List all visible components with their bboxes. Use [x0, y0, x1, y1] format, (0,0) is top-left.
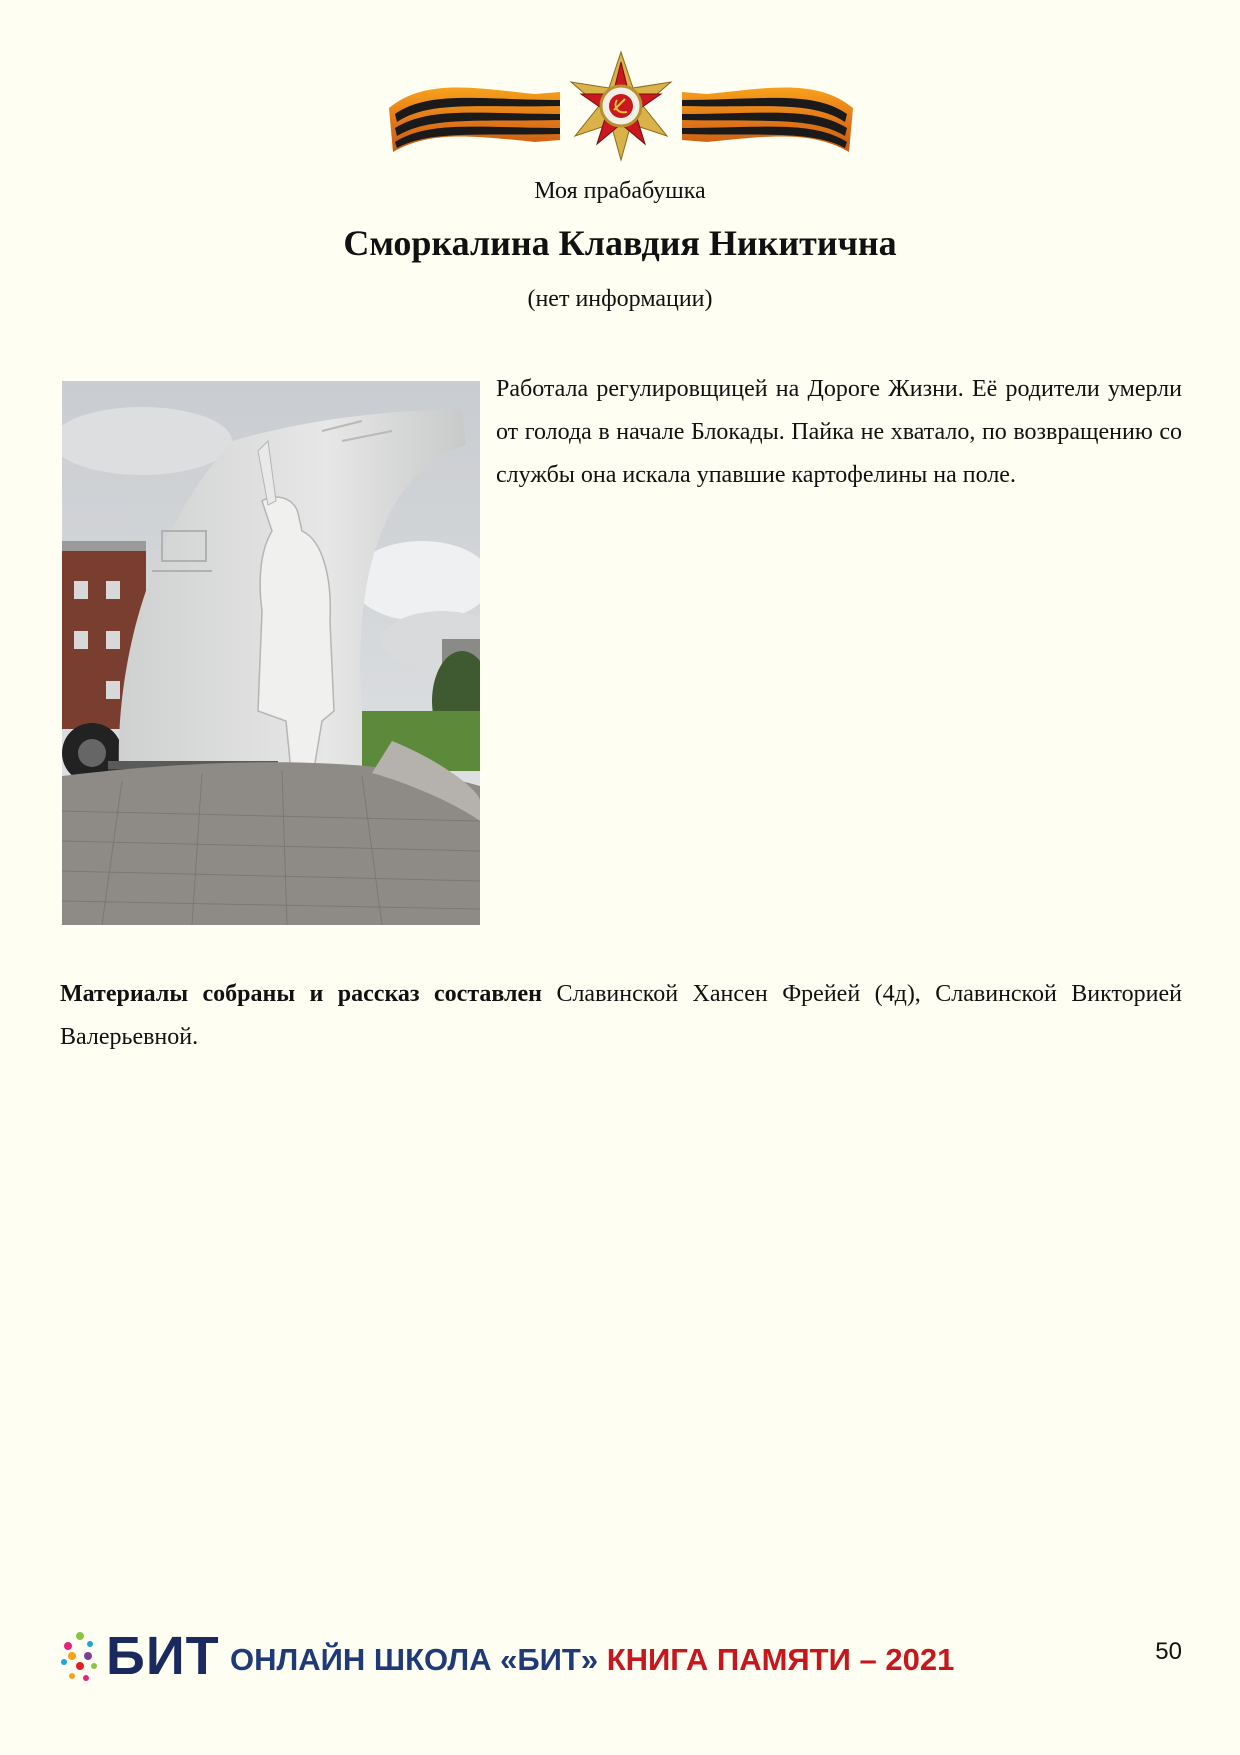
- biography-text: Работала регулировщицей на Дороге Жизни. Её родители умерли от голода в начале Блокады. Пайка не хватало, по возвращению со службы она искала упавшие картофелины на поле.: [496, 376, 1182, 488]
- order-of-patriotic-war-ribbon-icon: [385, 48, 857, 166]
- life-years: (нет информации): [527, 286, 713, 312]
- subtitle: Моя прабабушка: [534, 178, 706, 204]
- monument-road-of-life-photo: [62, 381, 480, 925]
- bit-logo-dots-icon: [58, 1630, 102, 1682]
- credits-text: [60, 973, 1182, 1059]
- credits-bold: Материалы собраны и рассказ составлен: [60, 981, 542, 1007]
- book-label: КНИГА ПАМЯТИ – 2021: [606, 1642, 955, 1677]
- page-footer: [58, 1626, 1182, 1686]
- bit-logo-text: БИТ: [106, 1626, 220, 1686]
- page-number: 50: [1155, 1638, 1182, 1665]
- credits-authors: Славинской Хансен Фрейей (4д), Славинской Викторией Валерьевной.: [60, 981, 1183, 1050]
- school-label: ОНЛАЙН ШКОЛА «БИТ»: [230, 1642, 599, 1677]
- footer-title: [230, 1640, 954, 1680]
- person-name: Сморкалина Клавдия Никитична: [343, 223, 897, 263]
